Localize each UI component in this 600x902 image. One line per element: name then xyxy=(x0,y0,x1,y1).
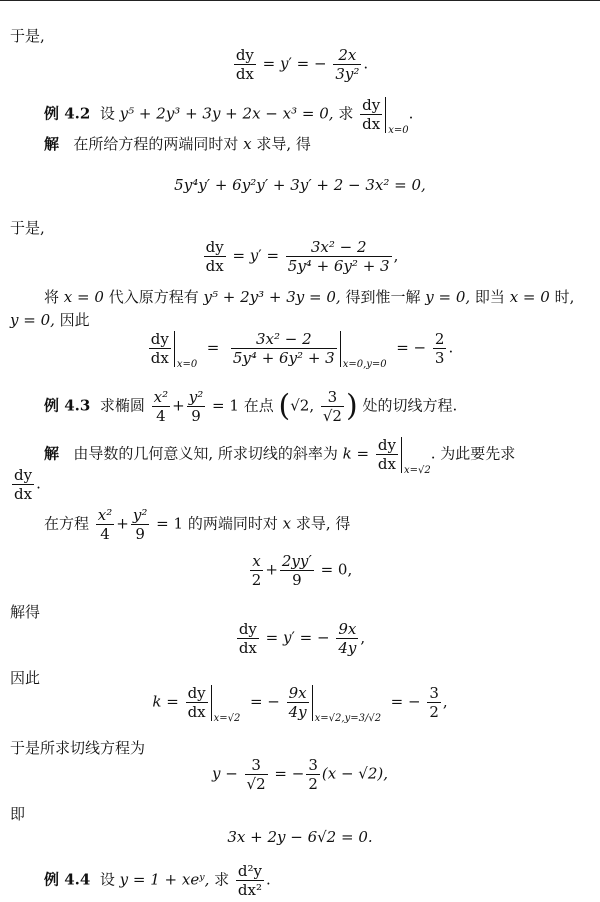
yushi-line-1 xyxy=(10,26,45,46)
text: 求导, 得 xyxy=(295,514,351,533)
text: 因此 xyxy=(59,311,90,329)
den: 3y² xyxy=(335,65,360,83)
example-label: 例 4.3 xyxy=(44,396,91,415)
equation-6: k = $\frac{dy}{dx}$ $_{x=√2}$ = − $\frac{9x}{4y}$ $_{x=√2,y=3/√2}$ = − $\frac{3}{2}$ , xyxy=(152,684,448,724)
den: 2 xyxy=(429,703,439,721)
var-x: x xyxy=(243,135,252,153)
den: dx xyxy=(186,702,208,721)
example-label: 例 4.2 xyxy=(44,104,91,123)
eval-subscript: x=√2 xyxy=(403,464,431,476)
frac-dydx xyxy=(237,620,259,657)
den: 2 xyxy=(308,775,318,793)
var-x: x xyxy=(282,514,292,533)
var-k: k xyxy=(342,444,352,463)
var-k: k xyxy=(152,692,162,711)
yushi-text: 于是, xyxy=(10,27,45,45)
substitute-line-2 xyxy=(10,310,90,330)
text: 即 xyxy=(10,805,26,823)
text: 在方程 xyxy=(44,514,90,533)
math: y = 0, xyxy=(425,288,471,306)
frac-2-3 xyxy=(433,330,447,367)
equation-diff xyxy=(0,176,600,194)
frac-3-sqrt2 xyxy=(245,756,268,793)
jie-label: 解 xyxy=(44,444,60,463)
eval-bar xyxy=(340,331,341,367)
eval-subscript: x=0,y=0 xyxy=(342,358,387,370)
eval-bar xyxy=(401,437,402,473)
num: dy xyxy=(14,466,33,484)
yushi-text: 于是, xyxy=(10,219,45,237)
text: 为此要先求 xyxy=(440,444,516,463)
text: 求 xyxy=(214,870,230,889)
example-label: 例 4.4 xyxy=(44,870,91,889)
equation-4: $\frac{x}{2}$ + $\frac{2yy'}{9}$ = 0, xyxy=(251,552,353,589)
substitute-line xyxy=(44,287,574,307)
den: √2 xyxy=(246,775,266,793)
den: dx² xyxy=(236,880,264,899)
frac-dydx xyxy=(376,436,398,473)
num: dy xyxy=(235,46,254,64)
num: y² xyxy=(132,506,148,524)
jiede-line xyxy=(10,602,40,622)
den: 4 xyxy=(96,524,114,543)
equation-8 xyxy=(0,828,600,846)
text: 于是所求切线方程为 xyxy=(10,739,146,757)
frac-y2-9 xyxy=(187,388,206,425)
num: dy xyxy=(187,684,206,702)
text: 即当 xyxy=(474,288,505,306)
den: 5y⁴ + 6y² + 3 xyxy=(287,257,390,275)
text: 得到惟一解 xyxy=(345,288,421,306)
equation-5: $\frac{dy}{dx}$ = y′ = − $\frac{9x}{4y}$ , xyxy=(238,620,366,657)
frac-dydx xyxy=(149,330,171,367)
num: 3 xyxy=(327,388,338,406)
in-equation-line: 在方程 $\frac{\text{x²}}{4}$ + $\frac{\text{y²}}{9}$ = 1 的两端同时对 x 求导, 得 xyxy=(44,506,351,543)
eval-bar xyxy=(211,685,212,721)
num: 9x xyxy=(338,620,357,638)
eval-subscript: x=√2 xyxy=(213,712,241,724)
den: dx xyxy=(234,64,256,83)
num: dy xyxy=(150,330,169,348)
frac-3-2 xyxy=(306,756,320,793)
den: dx xyxy=(360,114,382,133)
num: x² xyxy=(97,506,113,524)
frac-dydx xyxy=(204,238,226,275)
text: 在所给方程的两端同时对 xyxy=(73,135,239,153)
den: 9 xyxy=(131,524,150,543)
paren-left: ( xyxy=(278,388,291,424)
frac-rational xyxy=(286,238,392,275)
den: dx xyxy=(149,348,171,367)
math: = 0, xyxy=(320,560,353,579)
frac-dydx xyxy=(360,96,382,133)
example-4-4: 例 4.4 设 y = 1 + xeʸ, 求 $\frac{\text{d²y}}{\text{dx²}}$ . xyxy=(44,862,271,899)
frac-9x-4y xyxy=(336,620,358,657)
den: 4 xyxy=(152,406,170,425)
math: = 1 xyxy=(156,514,184,533)
example-4-3: 例 4.3 求椭圆 $\frac{\text{x²}}{4}$ + $\frac{\text{y²}}{9}$ = 1 在点 (√2, $\frac{3}{√2}$ ) 处的切线方程. xyxy=(44,388,458,425)
den: 9 xyxy=(280,570,314,589)
text: 时, xyxy=(554,288,575,306)
ex42-equation: y⁵ + 2y³ + 3y + 2x − x³ = 0, xyxy=(119,104,334,123)
math: √2 xyxy=(290,396,310,415)
frac-rational xyxy=(231,330,337,367)
frac-9x-4y xyxy=(287,684,309,721)
den: 5y⁴ + 6y² + 3 xyxy=(232,349,335,367)
frac-dydx xyxy=(234,46,256,83)
math: x = 0 xyxy=(63,288,104,306)
eval-subscript: x=0 xyxy=(388,124,409,136)
frac-3-sqrt2 xyxy=(321,388,344,425)
ji-line xyxy=(10,804,25,824)
den: dx xyxy=(376,454,398,473)
math: y − xyxy=(211,764,238,783)
frac-x-2 xyxy=(250,552,264,589)
yushi-line-2 xyxy=(10,218,45,238)
text: 解得 xyxy=(10,603,41,621)
den: 3 xyxy=(434,349,445,367)
num: 3 xyxy=(251,756,261,774)
num: y² xyxy=(188,388,204,406)
frac-dydx xyxy=(12,466,34,503)
num: dy xyxy=(205,238,224,256)
text: 因此 xyxy=(10,669,41,687)
frac-2yy-9 xyxy=(280,552,314,589)
frac-x2-4 xyxy=(152,388,170,425)
text: 求椭圆 xyxy=(99,396,145,415)
qiu-text: 求 xyxy=(338,104,354,123)
den: 4y xyxy=(288,703,307,721)
math: (x − √2), xyxy=(321,764,389,783)
eval-bar xyxy=(385,97,386,133)
text: 代入原方程有 xyxy=(108,288,199,306)
den: 9 xyxy=(187,406,206,425)
frac-d2y-dx2 xyxy=(236,862,264,899)
eval-bar xyxy=(174,331,175,367)
text: 将 xyxy=(44,288,60,306)
eval-bar xyxy=(312,685,313,721)
diff-equation: 5y⁴y′ + 6y²y′ + 3y′ + 2 − 3x² = 0, xyxy=(174,176,426,194)
text: 求导, 得 xyxy=(256,135,311,153)
num: 3 xyxy=(308,756,318,774)
frac-3-2 xyxy=(427,684,441,721)
math: = 1 xyxy=(212,396,239,415)
num: dy xyxy=(362,96,381,114)
text: 的两端同时对 xyxy=(187,514,278,533)
num: x xyxy=(252,552,261,570)
jie-label: 解 xyxy=(44,135,60,153)
text: 在点 xyxy=(243,396,274,415)
equation-7: y − $\frac{3}{√2}$ = − $\frac{3}{2}$ (x − √2), xyxy=(211,756,389,793)
eval-subscript: x=√2,y=3/√2 xyxy=(314,712,382,724)
den: 2 xyxy=(251,571,262,589)
num: d²y xyxy=(237,862,263,880)
math: y = 0, xyxy=(10,311,55,329)
num: x² xyxy=(153,388,169,406)
num: 2 xyxy=(434,330,445,348)
num: 3 xyxy=(429,684,439,702)
ex44-equation: y = 1 + xeʸ, xyxy=(119,870,210,889)
frac-dydx xyxy=(186,684,208,721)
frac-x2-4 xyxy=(96,506,114,543)
solution-4-2-line xyxy=(44,134,311,154)
tangent-intro-line xyxy=(10,738,145,758)
num: 3x² − 2 xyxy=(310,238,367,256)
text: 设 xyxy=(99,870,115,889)
frac-y2-9 xyxy=(131,506,150,543)
equation-2: $\frac{dy}{dx}$ = y′ = $\frac{\text{3x² − 2}}{\text{5y⁴ + 6y² + 3}}$ , xyxy=(205,238,399,275)
num: 3x² − 2 xyxy=(255,330,312,348)
num: dy xyxy=(238,620,257,638)
equation-3: $\frac{dy}{dx}$ $_{x=0}$ = $\frac{\text{3x² − 2}}{\text{5y⁴ + 6y² + 3}}$ $_{x=0,y=0}$ = − $\frac{2}{3}$ . xyxy=(150,330,454,370)
num: 2yy′ xyxy=(281,552,312,570)
equation-1: $\frac{dy}{dx}$ = y′ = − $\frac{2x}{\text{3y²}}$ . xyxy=(235,46,369,83)
num: 2x xyxy=(338,46,357,64)
num: dy xyxy=(377,436,396,454)
den: 4y xyxy=(338,639,357,657)
eval-subscript: x=0 xyxy=(176,358,198,370)
solution-4-3-line: 解 由导数的几何意义知, 所求切线的斜率为 k = $\frac{dy}{dx}$ $_{x=√2}$. 为此要先求 xyxy=(44,436,516,476)
den: dx xyxy=(12,484,34,503)
den: √2 xyxy=(322,407,342,425)
solution-4-3-line-2: $\frac{dy}{dx}$ . xyxy=(14,466,41,503)
den: dx xyxy=(204,256,226,275)
frac-2x-3y2 xyxy=(333,46,361,83)
text: 由导数的几何意义知, 所求切线的斜率为 xyxy=(73,444,338,463)
math: x = 0 xyxy=(509,288,550,306)
math: y⁵ + 2y³ + 3y = 0, xyxy=(203,288,341,306)
text: 处的切线方程. xyxy=(362,396,458,415)
she-text: 设 xyxy=(99,104,115,123)
den: dx xyxy=(237,638,259,657)
example-4-2: 例 4.2 设 y⁵ + 2y³ + 3y + 2x − x³ = 0, 求 $\frac{dy}{dx}$ $_{x=0}$. xyxy=(44,96,414,136)
final-equation: 3x + 2y − 6√2 = 0. xyxy=(227,828,373,846)
paren-right: ) xyxy=(345,388,358,424)
num: 9x xyxy=(288,684,307,702)
